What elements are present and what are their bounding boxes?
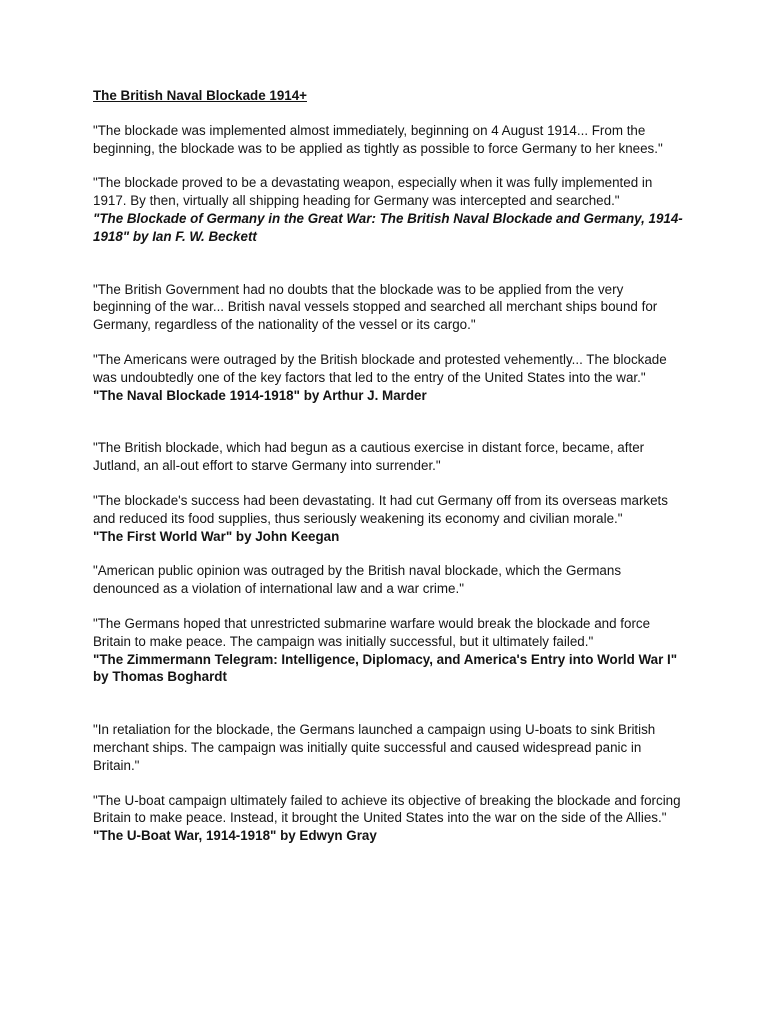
section-spacer [93, 545, 683, 562]
section-spacer [93, 404, 683, 439]
document-title: The British Naval Blockade 1914+ [93, 88, 307, 103]
quote-paragraph: "The Americans were outraged by the British blockade and protested vehemently... The blockade was undoubtedly one of the key factors that led to the entry of the United States into the war." [93, 351, 667, 385]
source-citation: "The Naval Blockade 1914-1918" by Arthur J. Marder [93, 387, 427, 403]
quote-section-boghardt [93, 562, 683, 686]
quote-section-marder [93, 281, 683, 405]
quote-section-keegan [93, 439, 683, 545]
source-citation: "The Zimmermann Telegram: Intelligence, Diplomacy, and America's Entry into World War I" by Thomas Boghardt [93, 651, 678, 685]
quote-paragraph: "The Germans hoped that unrestricted submarine warfare would break the blockade and force Britain to make peace. The campaign was initially successful, but it ultimately failed." [93, 615, 651, 649]
quote-section-beckett [93, 122, 683, 246]
quote-paragraph: "The blockade was implemented almost immediately, beginning on 4 August 1914... From the beginning, the blockade was to be applied as tightly as possible to force Germany to her knees." [93, 122, 663, 156]
quote-paragraph: "American public opinion was outraged by the British naval blockade, which the Germans denounced as a violation of international law and a war crime." [93, 563, 622, 597]
quote-paragraph: "The British Government had no doubts that the blockade was to be applied from the very beginning of the war... British naval vessels stopped and searched all merchant ships bound for Germany, regardless of the nationality of the vessel or its cargo." [93, 281, 658, 333]
quote-paragraph: "The U-boat campaign ultimately failed to achieve its objective of breaking the blockade and forcing Britain to make peace. Instead, it brought the United States into the war on the side of the Allies." [93, 792, 681, 826]
quote-paragraph: "The blockade's success had been devastating. It had cut Germany off from its overseas markets and reduced its food supplies, thus seriously weakening its economy and civilian morale." [93, 492, 668, 526]
section-spacer [93, 686, 683, 721]
quote-section-gray [93, 721, 683, 845]
source-citation: "The Blockade of Germany in the Great War: The British Naval Blockade and Germany, 1914-1918" by Ian F. W. Beckett [93, 210, 683, 244]
source-citation: "The U-Boat War, 1914-1918" by Edwyn Gray [93, 828, 377, 844]
source-citation: "The First World War" by John Keegan [93, 528, 340, 544]
document-page [93, 87, 683, 845]
quote-paragraph: "The blockade proved to be a devastating weapon, especially when it was fully implemented in 1917. By then, virtually all shipping heading for Germany was intercepted and searched." [93, 175, 653, 209]
section-spacer [93, 246, 683, 281]
quote-paragraph: "In retaliation for the blockade, the Germans launched a campaign using U-boats to sink British merchant ships. The campaign was initially quite successful and caused widespread panic in Britain." [93, 722, 656, 773]
quote-paragraph: "The British blockade, which had begun as a cautious exercise in distant force, became, after Jutland, an all-out effort to starve Germany into surrender." [93, 440, 645, 474]
